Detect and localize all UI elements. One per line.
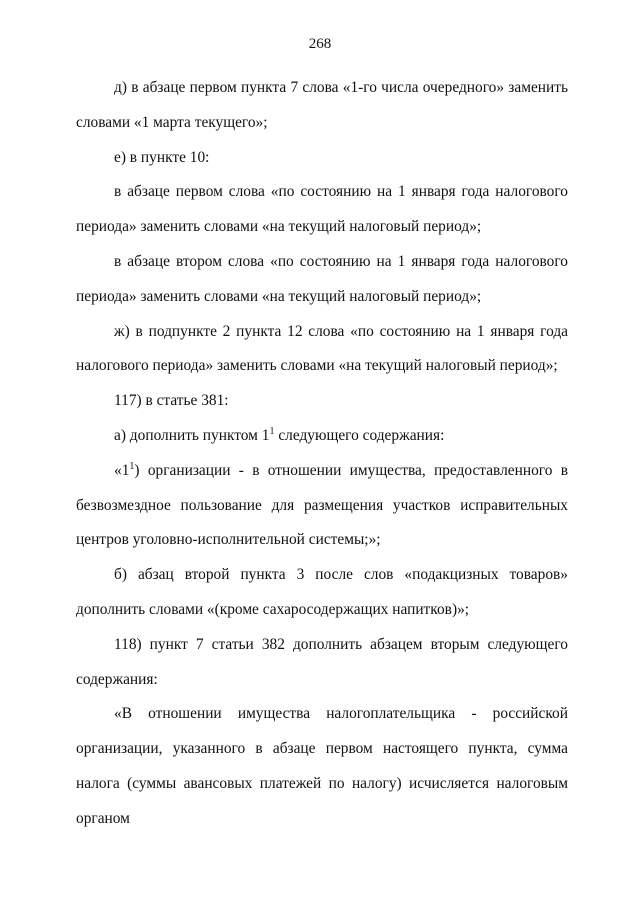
paragraph-quote-1-before: «1 [114, 461, 130, 479]
paragraph-quote-1-after: ) организации - в отношении имущества, предоставленного в безвозмездное пользование для размещения участков исправительных центров уголовно-исполнительной системы;»; [76, 461, 568, 549]
paragraph-d: д) в абзаце первом пункта 7 слова «1-го числа очередного» заменить словами «1 марта текущего»; [76, 79, 568, 131]
paragraph-a-after: следующего содержания: [274, 426, 445, 444]
paragraph-117: 117) в статье 381: [114, 392, 229, 410]
paragraph-e-first: в абзаце первом слова «по состоянию на 1 января года налогового периода» заменить словами «на текущий налоговый период»; [76, 183, 568, 236]
paragraph-e-second: в абзаце втором слова «по состоянию на 1 января года налогового периода» заменить словами «на текущий налоговый период»; [76, 252, 568, 305]
document-body [76, 71, 568, 837]
page-number: 268 [308, 36, 332, 52]
paragraph-quote-2: «В отношении имущества налогоплательщика - российской организации, указанного в абзаце первом настоящего пункта, сумма налога (суммы авансовых платежей по налогу) исчисляется налоговым органом [76, 705, 568, 827]
paragraph-zh: ж) в подпункте 2 пункта 12 слова «по состоянию на 1 января года налогового периода» заменить словами «на текущий налоговый период»; [76, 322, 568, 375]
paragraph-a-before: а) дополнить пунктом 1 [114, 426, 270, 444]
superscript-1: 1 [269, 425, 275, 437]
superscript-1-quote: 1 [129, 460, 135, 472]
paragraph-quote-1 [76, 454, 568, 558]
paragraph-b: б) абзац второй пункта 3 после слов «подакцизных товаров» дополнить словами «(кроме сахаросодержащих напитков)»; [76, 566, 568, 618]
paragraph-118: 118) пункт 7 статьи 382 дополнить абзацем вторым следующего содержания: [76, 635, 568, 688]
paragraph-e: е) в пункте 10: [114, 148, 210, 166]
paragraph-a [76, 419, 568, 454]
